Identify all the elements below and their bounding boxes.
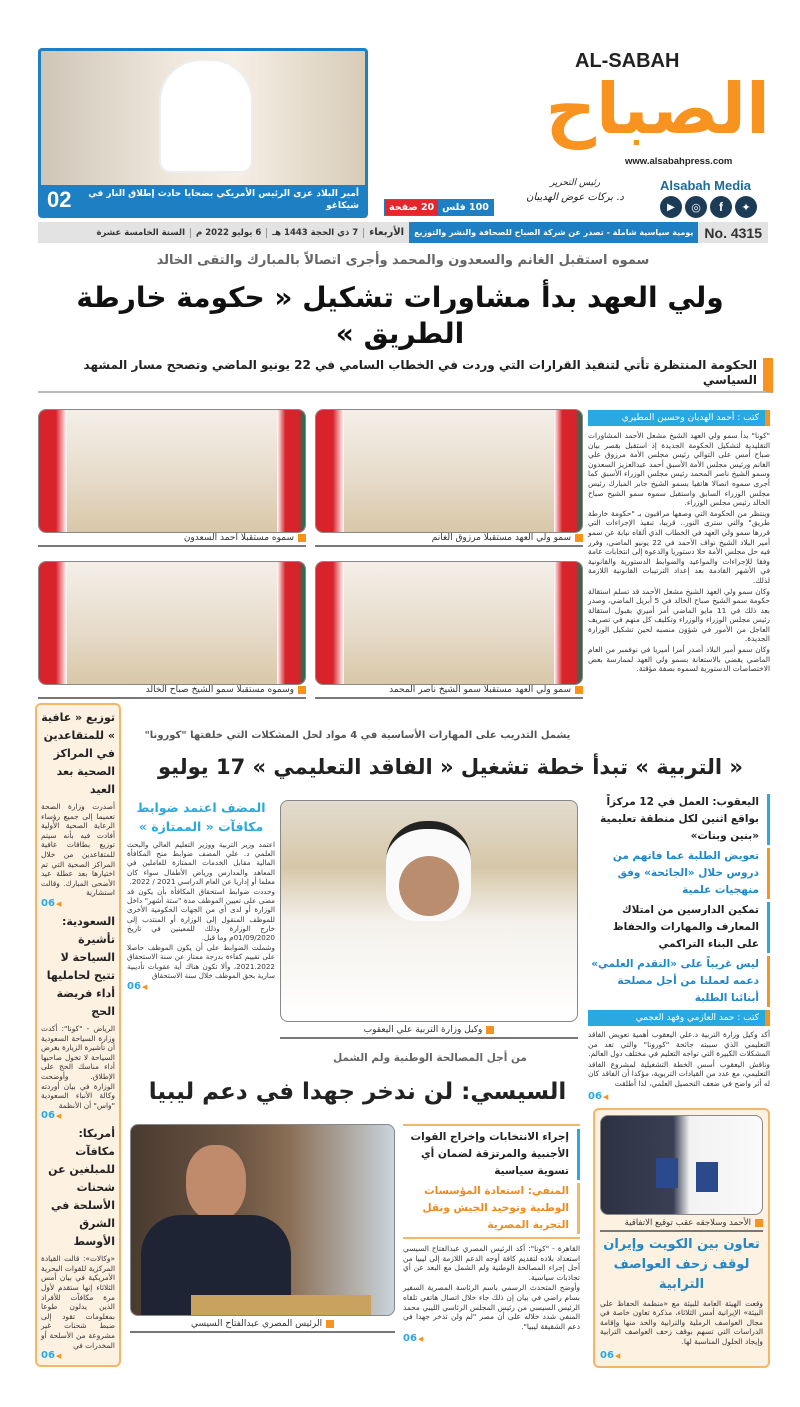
bullet-point: اليعقوب: العمل في 12 مركزاً بواقع اثنين لكل منطقة تعليمية «بنين وبنات» [588, 794, 770, 845]
photo-card [38, 409, 306, 547]
photo-card [315, 409, 583, 547]
photo-caption [280, 1025, 578, 1039]
bullet-point: تمكين الدارسين من امتلاك المعارف والمهارات والحفاظ على البناء التراكمي [588, 902, 770, 953]
lead-body [588, 431, 770, 674]
instagram-icon[interactable]: ◎ [685, 196, 707, 218]
caption-marker-icon [326, 1320, 334, 1328]
libya-body [403, 1237, 580, 1331]
caption-text: الرئيس المصري عبدالفتاح السيسي [190, 1319, 323, 1329]
mudhaf-headline[interactable]: المضف اعتمد ضوابط مكافآت « الممتازة » [136, 800, 266, 834]
hijri-date: 7 ذي الحجة 1443 هـ [267, 228, 364, 238]
sidebar-story [41, 913, 115, 1121]
top-story-headline[interactable]: أمير البلاد عزى الرئيس الأمريكي بضحايا حادث إطلاق النار في شيكاغو [88, 189, 359, 211]
caption-marker-icon [298, 686, 306, 694]
top-story-page: 02 [47, 187, 72, 212]
right-column-lower [588, 794, 770, 1368]
caption-marker-icon [755, 1219, 763, 1227]
signing-photo[interactable] [600, 1115, 763, 1215]
photo-card [38, 561, 306, 699]
mudhaf-story [127, 798, 275, 992]
photo-card [315, 561, 583, 699]
yaqoub-photo[interactable] [280, 800, 578, 1022]
meeting-photo[interactable] [315, 561, 583, 685]
logo-en: AL-SABAH [575, 50, 680, 72]
caption-marker-icon [298, 534, 306, 542]
sisi-photo[interactable] [130, 1124, 395, 1316]
caption-text: سمو ولي العهد مستقبلا سمو الشيخ ناصر المحمد [389, 685, 571, 695]
paragraph: اعتمد وزير التربية ووزير التعليم العالي والبحث العلمي د. علي المضف ضوابط منح المكافأة المالية مقابل الخدمات الممتازة للعاملين في المعاهد والمدارس ورياض الأطفال سواء كان معلما أو إداريا عن العام الدراسي 2021 / 2022. [127, 840, 275, 886]
bullet-point: المنفي: استعادة المؤسسات الوطنية وتوحيد الجيش ونقل التجربة المصرية [403, 1183, 580, 1234]
page-ref[interactable]: 06 ◀ [403, 1333, 580, 1344]
logo [380, 50, 770, 170]
day: الأربعاء [369, 227, 405, 238]
paragraph: وأوضح المتحدث الرسمي باسم الرئاسة المصرية السفير بسام راضي في بيان إن ذلك جاء خلال اتصال هاتفي تلقاه الرئيس السيسي من رئيس المجلس الرئاسي الليبي محمد المنفي شدد خلاله على أن مصر "لم ولن تدخر جهدا في دعم الشقيقة ليبيا". [403, 1283, 580, 1331]
website[interactable]: www.alsabahpress.com [625, 156, 733, 167]
libya-bullets [403, 1124, 580, 1234]
caption-text: وكيل وزارة التربية علي اليعقوب [363, 1025, 483, 1035]
education-body [588, 1030, 770, 1089]
libya-kicker: من أجل المصالحة الوطنية ولم الشمل [333, 1052, 527, 1064]
page-ref[interactable]: 06 ◀ [600, 1350, 763, 1361]
figure-face [186, 1145, 246, 1220]
page-count: 20 صفحة [385, 200, 438, 215]
lead-headline[interactable]: ولي العهد بدأ مشاورات تشكيل « حكومة خارطة الطريق » [76, 281, 724, 350]
lead-subheadline [38, 358, 773, 393]
year-label: السنة الخامسة عشرة [91, 228, 191, 238]
facebook-icon[interactable]: f [710, 196, 732, 218]
photo-caption [315, 533, 583, 547]
paragraph: القاهرة - "كونا": أكد الرئيس المصري عبدالفتاح السيسي استعداد بلاده لتقديم كافة أوجه الدعم اللازمة إلى ليبيا من أجل إجراء المصالحة الوطنية ولم الشمل مع البعد عن أي تجاذبات سياسية. [403, 1244, 580, 1282]
paragraph: وناقش اليعقوب أسس الخطة التشغيلية لمشروع الفاقد التعليمي، مع عدد من القيادات التربوية، مؤكدا أن الفاقد كان له أثر واضح في ضعف التحصيل العلمي، لذا أطلقت [588, 1059, 770, 1088]
media-label: Alsabah Media [660, 178, 752, 193]
tagline: يومية سياسية شاملة - تصدر عن شركة الصباح للصحافة والنشر والتوزيع [409, 222, 698, 243]
twitter-icon[interactable]: ✦ [735, 196, 757, 218]
top-story-photo[interactable] [38, 48, 368, 218]
sidebar-text: أصدرت وزارة الصحة تعميما إلى جميع رؤساء الرعاية الصحية الأولية أفادت فيه بأنه سيتم توزيع بطاقات عافية للمتقاعدين من خلال المراكز الصحية التي تم اختيارها بعد عطلة عيد الأضحى المبارك. وقالت استشارية [41, 802, 115, 898]
paragraph: أكد وكيل وزارة التربية د.علي اليعقوب أهمية تعويض الفاقد التعليمي الذي سببته جائحة "كورونا" والتي تعد من المشكلات الكبيرة التي تواجه التعليم في مختلف دول العالم. [588, 1030, 770, 1059]
sidebar-text: الرياض - "كونا": أكدت وزارة السياحة السعودية أن تأشيرة الزيارة بغرض السياحة لا تخول صاحبها أداء مناسك الحج على الإطلاق. وأوضحت الوزارة في بيان أوردته وكالة الأنباء السعودية "واس" أن الأنظمة [41, 1023, 115, 1110]
caption-text: سموه مستقبلا أحمد السعدون [183, 533, 294, 543]
top-story-bar [41, 185, 365, 215]
page-ref[interactable]: 06 ◀ [127, 981, 275, 992]
issue-number: No. 4315 [704, 224, 762, 241]
caption-marker-icon [486, 1026, 494, 1034]
paragraph: وينتظر من الحكومة التي وصفها مراقبون بـ "حكومة خارطة طريق" والتي سترى النور.. قريبا، تنفيذ الإجراءات التي قررها سمو ولي العهد في الخطاب الذي ألقاه نيابة عن سمو أمير البلاد الشيخ نواف الأحمد في 22 يونيو الماضي، وقرر فيه حل مجلس الأمة حلا دستوريا والدعوة إلى انتخابات عامة وفقا للإجراءات والمواعيد والضوابط الدستورية والقانونية في الأشهر القادمة بعد إعداد الترتيبات القانونية اللازمة لذلك. [588, 508, 770, 585]
iran-headline[interactable]: تعاون بين الكويت وإيران لوقف زحف العواصف الترابية [603, 1236, 760, 1292]
editor-title: رئيس التحرير [549, 178, 601, 188]
price-box [384, 199, 494, 216]
education-headline[interactable]: « التربية » تبدأ خطة تشغيل « الفاقد التعليمي » 17 يوليو [158, 755, 743, 779]
bullet-point: ليس غريباً على «التقدم العلمي» دعمه لعملنا من أجل مصلحة أبنائنا الطلبة [588, 956, 770, 1007]
editor-block [500, 178, 650, 203]
yaqoub-photo-card [280, 800, 578, 1039]
caption-marker-icon [575, 534, 583, 542]
page-ref[interactable]: 06 ◀ [588, 1091, 770, 1102]
libya-headline[interactable]: السيسي: لن ندخر جهدا في دعم ليبيا [148, 1079, 567, 1105]
podium [191, 1295, 371, 1315]
document-folder [696, 1162, 718, 1192]
caption-text: سمو ولي العهد مستقبلا مرزوق الغانم [431, 533, 571, 543]
photo-caption [38, 685, 306, 699]
page-ref[interactable]: 06 ◀ [41, 1110, 115, 1121]
social-icons [660, 196, 757, 218]
meeting-photo[interactable] [38, 561, 306, 685]
photo-caption [600, 1218, 763, 1232]
paragraph: "كونا" بدأ سمو ولي العهد الشيخ مشعل الأحمد المشاورات التقليدية لتشكيل الحكومة الجديدة إذ استقبل بقصر بيان صباح أمس على التوالي رئيس مجلس الأمة مرزوق علي الغانم ورئيس مجلس الأمة الأسبق أحمد عبدالعزيز السعدون وسمو الشيخ ناصر المحمد رئيس مجلس الوزراء الأسبق كما أجرى سموه اتصالا هاتفيا بسمو الشيخ جابر المبارك رئيس مجلس الوزراء السابق واستقبل سموه سمو الشيخ صباح الخالد رئيس مجلس الوزراء. [588, 431, 770, 508]
education-byline: كتب : حمد العازمي وفهد العجمي [588, 1010, 770, 1026]
mudhaf-body [127, 840, 275, 980]
libya-article [403, 1124, 580, 1344]
sidebar-story [41, 709, 115, 909]
gregorian-date: 6 يوليو 2022 م [191, 228, 267, 238]
portrait-figure [161, 61, 251, 171]
lead-subheadline-text[interactable]: الحكومة المنتظرة تأتي لتنفيذ القرارات التي وردت في الخطاب السامي في 22 يونيو الماضي وتصحح مسار المشهد السياسي [83, 358, 757, 387]
sidebar-headline[interactable]: توزيع « عافية » للمتقاعدين في المراكز الصحية بعد العيد [41, 711, 115, 796]
lead-byline: كتب : أحمد الهديان وحسين المطيري [588, 410, 770, 426]
bullet-point: تعويض الطلبة عما فاتهم من دروس خلال «الجائحة» وفق منهجيات علمية [588, 848, 770, 899]
sidebar-story [41, 1125, 115, 1361]
photo-caption [130, 1319, 395, 1333]
page-ref[interactable]: 06 ◀ [41, 1350, 115, 1361]
paragraph: وكان سمو ولي العهد الشيخ مشعل الأحمد قد تسلم استقالة حكومة سمو الشيخ صباح الخالد في 5 أبريل الماضي، وصدر بعد ذلك في 11 مايو الماضي أمر أميري بقبول استقالة رئيس مجلس الوزراء والوزراء وتكليف كل منهم في تصريف العاجل من الأمور في شؤون منصبه لحين تشكيل الوزارة الجديدة. [588, 586, 770, 644]
youtube-icon[interactable]: ▶ [660, 196, 682, 218]
caption-marker-icon [575, 686, 583, 694]
iran-body: وقعت الهيئة العامة للبيئة مع «منظمة الحفاظ على البيئة» الإيرانية أمس الثلاثاء، مذكرة تعاون خاصة في مجال العواصف الرملية والترابية والحد منها وإقامة الدراسات التي تسهم بوقف زحف العواصف الترابية وإيجاد الحلول المناسبة لها. [600, 1298, 763, 1346]
sidebar-headline[interactable]: أمريكا: مكافآت للمبلغين عن شحنات الأسلحة في الشرق الأوسط [48, 1127, 115, 1249]
paragraph: وكان سمو أمير البلاد أصدر أمرا أميريا في نوفمبر من العام الماضي يقضي بالاستعانة بسمو ولي العهد لممارسة بعض الاختصاصات الدستورية لسموه بصفة مؤقتة. [588, 645, 770, 674]
meeting-photo[interactable] [315, 409, 583, 533]
education-kicker: يشمل التدريب على المهارات الأساسية في 4 مواد لحل المشكلات التي خلفتها "كورونا" [144, 730, 571, 741]
caption-text: الأحمد وسلاجقه عقب توقيع الاتفاقية [624, 1217, 751, 1228]
education-bullets [588, 794, 770, 1007]
sidebar-headline[interactable]: السعودية: تأشيرة السياحة لا تتيح لحامليها أداء فريضة الحج [46, 914, 115, 1018]
meeting-photo[interactable] [38, 409, 306, 533]
bullet-point: إجراء الانتخابات وإخراج القوات الأجنبية والمرتزقة لضمان أي تسوية سياسية [403, 1129, 580, 1180]
price: 100 فلس [438, 200, 493, 215]
page-ref[interactable]: 06 ◀ [41, 898, 115, 909]
sidebar-text: «وكالات»: قالت القيادة المركزية للقوات البحرية الأمريكية في بيان أمس الثلاثاء إنها ستقدم لأول مرة مكافآت للأفراد الذين يدلون طوعا بمعلومات تقود إلى ضبط شحنات غير مشروعة من الأسلحة أو المخدرات في [41, 1254, 115, 1350]
caption-text: وسموه مستقبلا سمو الشيخ صباح الخالد [145, 685, 294, 695]
paragraph: وحددت ضوابط استحقاق المكافأة بأن يكون قد مضى على تعيين الموظف مدة "ستة أشهر" داخل الوزارة أو لدى أي من الجهات الحكومية الأخرى للموظف المنقول إلى الوزارة أو المنتدب إلى خارج الوزارة وذلك للمعينين في تاريخ 01/09/2020م وما قبل. [127, 887, 275, 943]
lead-article [588, 410, 770, 675]
sidebar-box [35, 703, 121, 1367]
paragraph: وشملت الضوابط على أن يكون الموظف حاصلا على تقييم كفاءة بدرجة ممتاز عن سنة الاستحقاق 2021.2022، وألا تكون هناك أية عقوبات تأديبية سارية بحق الموظف خلال سنة الاستحقاق [127, 943, 275, 980]
iran-story-box [593, 1108, 770, 1368]
photo-caption [315, 685, 583, 699]
editor-signature: د. بركات عوض الهديبان [526, 192, 624, 203]
lead-photo-grid [38, 409, 583, 699]
logo-ar: الصباح [545, 68, 770, 150]
sisi-photo-card [130, 1124, 395, 1333]
figure-face [399, 856, 459, 916]
info-bar [38, 222, 768, 243]
document-folder [656, 1158, 678, 1188]
lead-kicker: سموه استقبل الغانم والسعدون والمحمد وأجرى اتصالاً بالمبارك والتقى الخالد [156, 253, 650, 268]
photo-caption [38, 533, 306, 547]
